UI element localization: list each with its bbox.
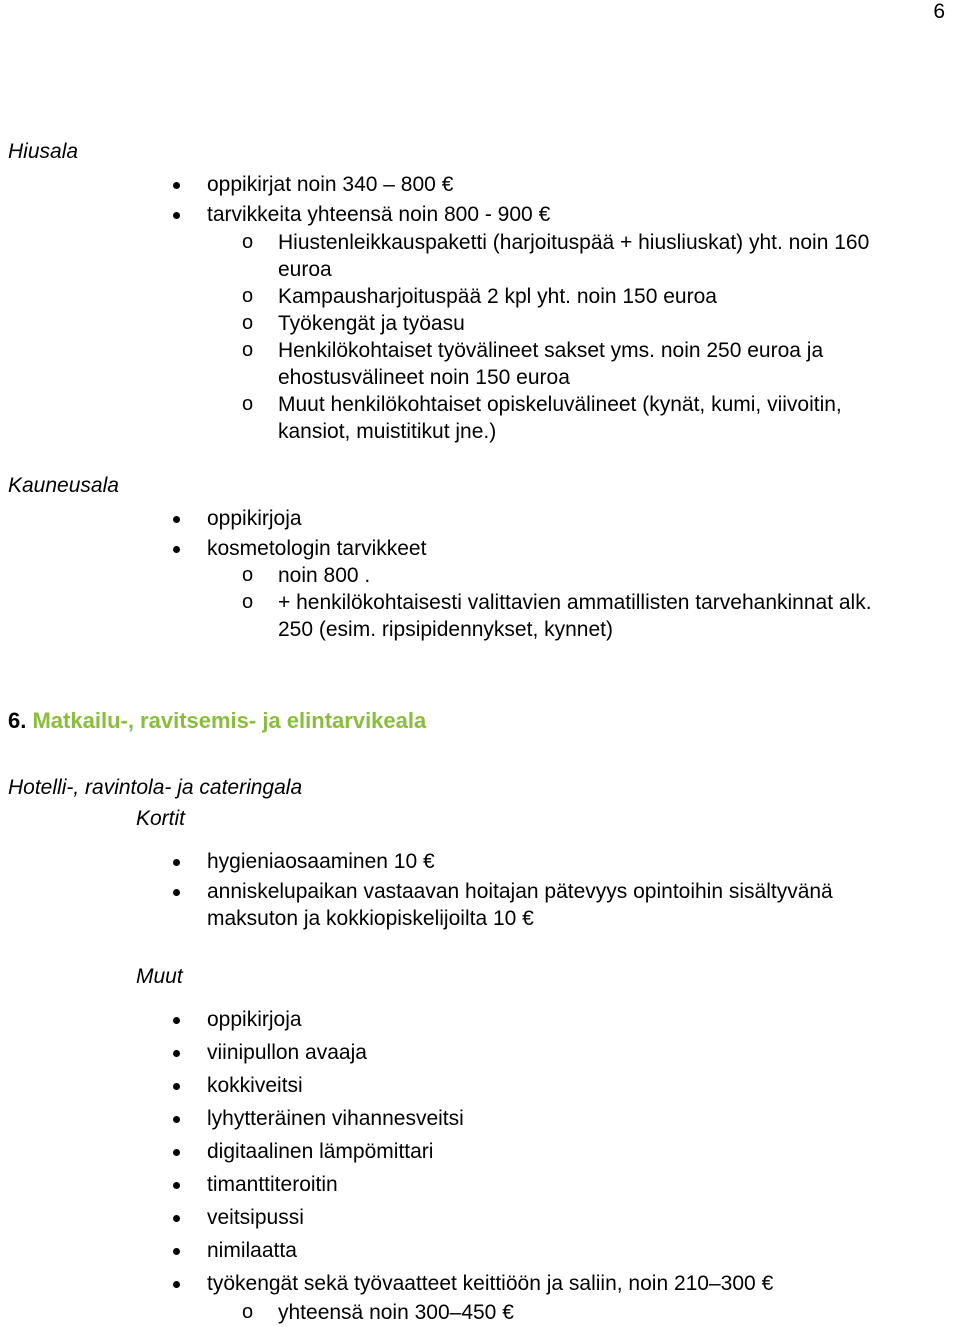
circle-bullet-icon: o <box>242 591 254 613</box>
bullet-icon <box>173 859 180 866</box>
sub-list-item: Henkilökohtaiset työvälineet sakset yms. noin 250 euroa ja <box>278 339 824 362</box>
bullet-icon <box>173 1182 180 1189</box>
section-title: 6. Matkailu-, ravitsemis- ja elintarvikeala <box>8 708 427 733</box>
subsection-heading-muut: Muut <box>136 965 183 988</box>
bullet-icon <box>173 1116 180 1123</box>
bullet-icon <box>173 516 180 523</box>
bullet-icon <box>173 1281 180 1288</box>
sub-list-item: Hiustenleikkauspaketti (harjoituspää + hiusliuskat) yht. noin 160 <box>278 231 870 254</box>
sub-list-item-cont: ehostusvälineet noin 150 euroa <box>278 366 570 389</box>
list-item-cont: maksuton ja kokkiopiskelijoilta 10 € <box>207 907 534 930</box>
list-item: oppikirjoja <box>207 507 302 530</box>
list-item: timanttiteroitin <box>207 1173 338 1196</box>
sub-list-item: yhteensä noin 300–450 € <box>278 1301 514 1324</box>
sub-list-item: Kampausharjoituspää 2 kpl yht. noin 150 euroa <box>278 285 717 308</box>
bullet-icon <box>173 1248 180 1255</box>
bullet-icon <box>173 889 180 896</box>
bullet-icon <box>173 1149 180 1156</box>
list-item: hygieniaosaaminen 10 € <box>207 850 435 873</box>
list-item: oppikirjat noin 340 – 800 € <box>207 173 454 196</box>
circle-bullet-icon: o <box>242 564 254 586</box>
list-item: kosmetologin tarvikkeet <box>207 537 427 560</box>
sub-list-item: + henkilökohtaisesti valittavien ammatillisten tarvehankinnat alk. <box>278 591 872 614</box>
list-item: kokkiveitsi <box>207 1074 303 1097</box>
list-item: digitaalinen lämpömittari <box>207 1140 434 1163</box>
subsection-heading-kortit: Kortit <box>136 807 186 830</box>
circle-bullet-icon: o <box>242 312 254 334</box>
sub-list-item-cont: euroa <box>278 258 332 281</box>
subsection-heading: Hotelli-, ravintola- ja cateringala <box>8 776 303 799</box>
section-heading-kauneusala: Kauneusala <box>8 474 119 497</box>
bullet-icon <box>173 546 180 553</box>
list-item: viinipullon avaaja <box>207 1041 367 1064</box>
sub-list-item: Työkengät ja työasu <box>278 312 465 335</box>
bullet-icon <box>173 1017 180 1024</box>
list-item: anniskelupaikan vastaavan hoitajan pätevyys opintoihin sisältyvänä <box>207 880 833 903</box>
list-item: lyhytteräinen vihannesveitsi <box>207 1107 464 1130</box>
sub-list-item-cont: 250 (esim. ripsipidennykset, kynnet) <box>278 618 613 641</box>
page-number: 6 <box>933 0 945 23</box>
list-item: nimilaatta <box>207 1239 297 1262</box>
circle-bullet-icon: o <box>242 393 254 415</box>
circle-bullet-icon: o <box>242 231 254 253</box>
bullet-icon <box>173 212 180 219</box>
list-item: oppikirjoja <box>207 1008 302 1031</box>
circle-bullet-icon: o <box>242 285 254 307</box>
sub-list-item: noin 800 . <box>278 564 371 587</box>
bullet-icon <box>173 182 180 189</box>
circle-bullet-icon: o <box>242 1301 254 1323</box>
section-heading-hiusala: Hiusala <box>8 140 79 163</box>
bullet-icon <box>173 1215 180 1222</box>
sub-list-item-cont: kansiot, muistitikut jne.) <box>278 420 497 443</box>
circle-bullet-icon: o <box>242 339 254 361</box>
bullet-icon <box>173 1050 180 1057</box>
list-item: tarvikkeita yhteensä noin 800 - 900 € <box>207 203 551 226</box>
bullet-icon <box>173 1083 180 1090</box>
list-item: veitsipussi <box>207 1206 304 1229</box>
list-item: työkengät sekä työvaatteet keittiöön ja saliin, noin 210–300 € <box>207 1272 774 1295</box>
sub-list-item: Muut henkilökohtaiset opiskeluvälineet (kynät, kumi, viivoitin, <box>278 393 842 416</box>
